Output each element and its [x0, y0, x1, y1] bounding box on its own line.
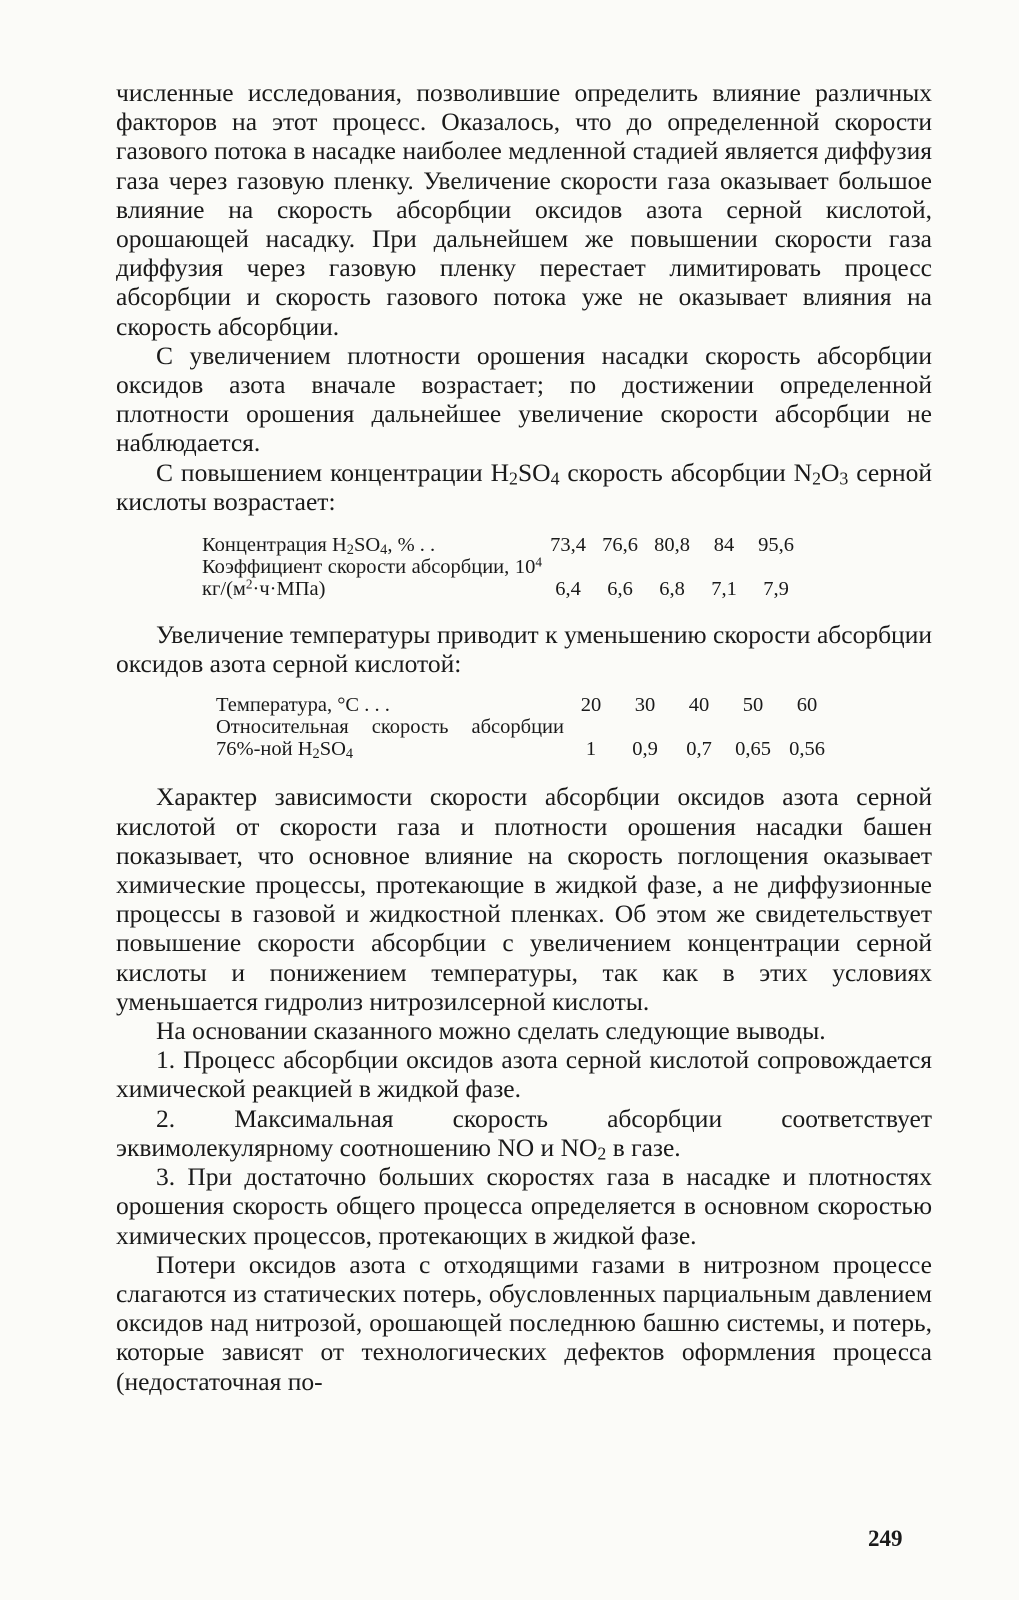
- table-cell: 0,9: [632, 738, 658, 761]
- table-cell: 7,9: [763, 578, 789, 601]
- table-cell: 20: [580, 694, 602, 717]
- table-cell: 6,6: [607, 578, 633, 601]
- table-cell: 0,7: [686, 738, 712, 761]
- table-cell: 40: [688, 694, 710, 717]
- paragraph: 2. Максимальная скорость абсорбции соответствует эквимолекулярному соотношению NO и $NO_2$ в газе.: [116, 1103, 932, 1164]
- paragraph: 1. Процесс абсорбции оксидов азота серной кислотой сопровождается химической реакцией в жидкой фазе.: [116, 1045, 932, 1104]
- page-number: 249: [868, 1526, 903, 1551]
- table-cell: 6,8: [659, 578, 685, 601]
- table-row: [216, 716, 834, 760]
- table-label: Температура, °С . . .: [216, 694, 390, 717]
- table-cell: 30: [634, 694, 656, 717]
- table-row: [216, 694, 834, 716]
- table-cell: 0,56: [789, 738, 825, 761]
- paragraph: Увеличение температуры приводит к уменьшению скорости абсорбции оксидов азота серной кислотой:: [116, 620, 932, 679]
- paragraph: С увеличением плотности орошения насадки скорость абсорбции оксидов азота вначале возрастает; по достижении определенной плотности орошения дальнейшее увеличение скорости абсорбции не наблюдается.: [116, 340, 932, 458]
- paragraph: Характер зависимости скорости абсорбции оксидов азота серной кислотой от скорости газа и плотности орошения насадки башен показывает, что основное влияние на скорость поглощения оказывает химические процессы, протекающие в жидкой фазе, а не диффузионные процессы в газовой и жидкостной пленках. Об этом же свидетельствует повышение скорости абсорбции с увеличением концентрации серной кислоты и понижением температуры, так как в этих условиях уменьшается гидролиз нитрозилсерной кислоты.: [116, 782, 932, 1016]
- table-row: [202, 556, 802, 600]
- table-cell: 95,6: [758, 534, 794, 557]
- table-cell: 80,8: [654, 534, 690, 557]
- table-cell: 0,65: [735, 738, 771, 761]
- table-cell: 84: [713, 534, 735, 557]
- table-label: Концентрация $H_2SO_4$, % . .: [202, 534, 436, 558]
- table-cell: 73,4: [550, 534, 586, 557]
- table-label: Коэффициент скорости абсорбции, $10^4$ $кг/(м^2\cdot ч\cdot МПа)$: [202, 554, 542, 601]
- table-cell: 76,6: [602, 534, 638, 557]
- table-label: Относительная скорость абсорбции 76%-ной $H_2SO_4$: [216, 716, 564, 763]
- paragraph: На основании сказанного можно сделать следующие выводы.: [156, 1016, 826, 1046]
- paragraph: Потери оксидов азота с отходящими газами в нитрозном процессе слагаются из статических потерь, обусловленных парциальным давлением оксидов над нитрозой, орошающей последнюю башню системы, и потерь, которые зависят от технологических дефектов оформления процесса (недостаточная по-: [116, 1249, 932, 1396]
- paragraph: численные исследования, позволившие определить влияние различных факторов на этот процесс. Оказалось, что до определенной скорости газового потока в насадке наиболее медленной стадией является диффузия газа через газовую пленку. Увеличение скорости газа оказывает большое влияние на скорость абсорбции оксидов азота серной кислотой, орошающей насадку. При дальнейшем же повышении скорости газа диффузия через газовую пленку перестает лимитировать процесс абсорбции и скорость газового потока уже не оказывает влияния на скорость абсорбции.: [116, 78, 932, 341]
- paragraph: С повышением концентрации $H_2SO_4$ скорость абсорбции $N_2O_3$ серной кислоты возрастает:: [116, 457, 933, 516]
- paragraph: 3. При достаточно больших скоростях газа в насадке и плотностях орошения скорость общего процесса определяется в основном скоростью химических процессов, протекающих в жидкой фазе.: [116, 1162, 932, 1250]
- concentration-table: [202, 534, 802, 600]
- table-cell: 1: [585, 738, 597, 761]
- table-cell: 50: [742, 694, 764, 717]
- table-cell: 7,1: [711, 578, 737, 601]
- body-text: [116, 78, 932, 1396]
- table-cell: 6,4: [555, 578, 581, 601]
- table-cell: 60: [796, 694, 818, 717]
- temperature-table: [216, 694, 834, 763]
- table-row: [202, 534, 802, 556]
